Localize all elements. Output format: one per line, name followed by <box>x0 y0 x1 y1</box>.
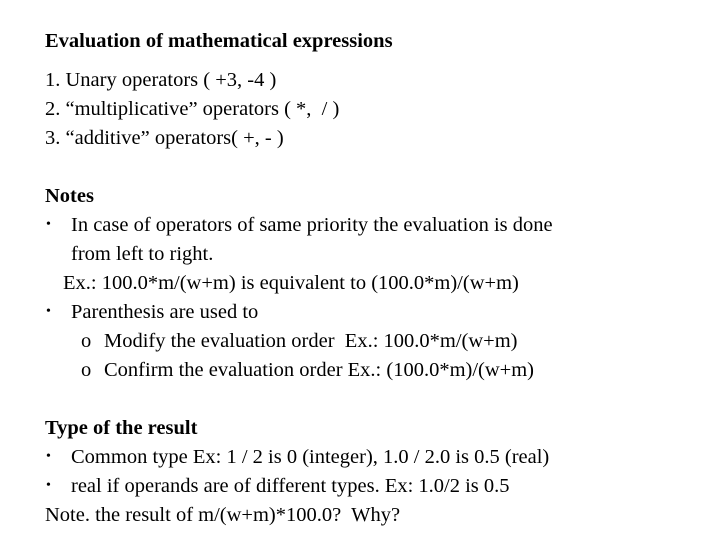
note-2-sub-2: Confirm the evaluation order Ex.: (100.0*m)/(w+m) <box>104 359 534 381</box>
precedence-item-3: 3. “additive” operators( +, - ) <box>45 127 284 149</box>
result-heading: Type of the result <box>45 417 198 439</box>
sub-bullet-icon: o <box>81 330 92 352</box>
note-1-line-2: from left to right. <box>71 243 214 265</box>
result-item-2: real if operands are of different types. Ex: 1.0/2 is 0.5 <box>71 475 510 497</box>
bullet-icon: • <box>46 217 51 232</box>
bullet-icon: • <box>46 478 51 493</box>
note-1-example: Ex.: 100.0*m/(w+m) is equivalent to (100.0*m)/(w+m) <box>63 272 519 294</box>
note-1-line-1: In case of operators of same priority the evaluation is done <box>71 214 553 236</box>
bullet-icon: • <box>46 304 51 319</box>
notes-heading: Notes <box>45 185 94 207</box>
precedence-item-1: 1. Unary operators ( +3, -4 ) <box>45 69 277 91</box>
result-item-1: Common type Ex: 1 / 2 is 0 (integer), 1.0 / 2.0 is 0.5 (real) <box>71 446 550 468</box>
page-title: Evaluation of mathematical expressions <box>45 30 393 52</box>
sub-bullet-icon: o <box>81 359 92 381</box>
precedence-item-2: 2. “multiplicative” operators ( *, / ) <box>45 98 340 120</box>
result-note: Note. the result of m/(w+m)*100.0? Why? <box>45 504 401 526</box>
bullet-icon: • <box>46 449 51 464</box>
note-2-sub-1: Modify the evaluation order Ex.: 100.0*m/(w+m) <box>104 330 518 352</box>
note-2: Parenthesis are used to <box>71 301 259 323</box>
